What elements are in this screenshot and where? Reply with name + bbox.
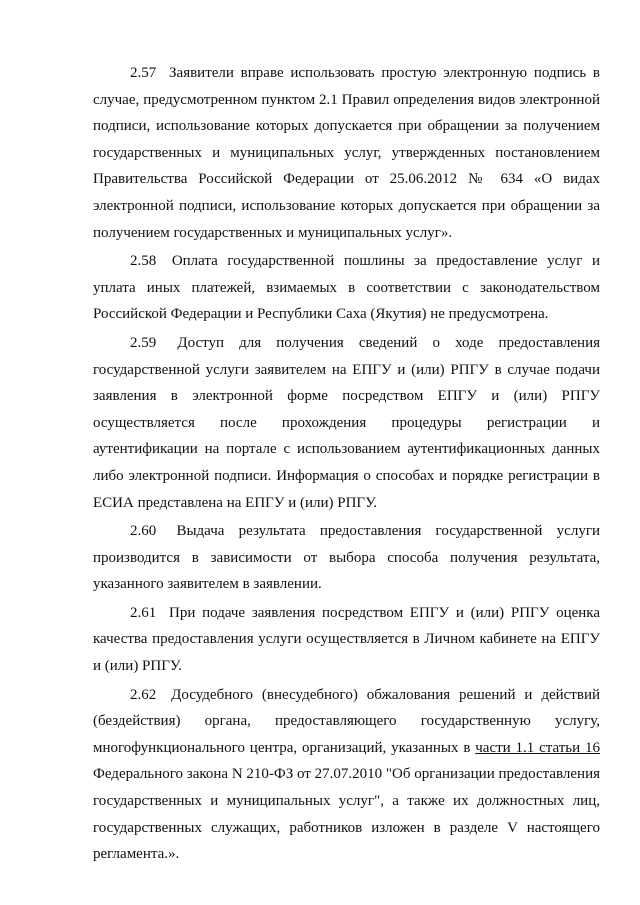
paragraph-2-58 xyxy=(93,248,600,328)
paragraph-number: 2.60 xyxy=(130,523,157,540)
paragraph-text: При подаче заявления посредством ЕПГУ и (или) РПГУ оценка качества предоставления услуги осуществляется в Личном кабинете на ЕПГУ и (или) РПГУ. xyxy=(93,604,601,675)
paragraph-2-59 xyxy=(93,330,600,516)
paragraph-2-62 xyxy=(93,682,600,868)
law-article-link[interactable]: части 1.1 статьи 16 xyxy=(475,739,601,756)
paragraph-number: 2.58 xyxy=(130,253,157,270)
paragraph-text: Заявители вправе использовать простую электронную подпись в случае, предусмотренном пунктом 2.1 Правил определения видов электронной подписи, использование которых допускается при обращении за получением государственных и муниципальных услуг, утвержденных постановлением Правительства Российской Федерации от 25.06.2012 № 634 «О видах электронной подписи, использование которых допускается при обращении за получением государственных и муниципальных услуг». xyxy=(93,65,600,241)
paragraph-text: Оплата государственной пошлины за предоставление услуг и уплата иных платежей, взимаемых в соответствии с законодательством Российской Федерации и Республики Саха (Якутия) не предусмотрена. xyxy=(93,253,600,323)
paragraph-text: Выдача результата предоставления государственной услуги производится в зависимости от выбора способа получения результата, указанного заявителем в заявлении. xyxy=(93,523,600,593)
paragraph-text: Доступ для получения сведений о ходе предоставления государственной услуги заявителем на ЕПГУ и (или) РПГУ в случае подачи заявления в электронной форме посредством ЕПГУ и (или) РПГУ осуществляется после прохождения процедуры регистрации и аутентификации на портале с использованием аутентификационных данных либо электронной подписи. Информация о способах и порядке регистрации в ЕСИА представлена на ЕПГУ и (или) РПГУ. xyxy=(93,334,601,511)
paragraph-2-61 xyxy=(93,600,600,680)
paragraph-number: 2.57 xyxy=(130,65,157,81)
paragraph-number: 2.61 xyxy=(130,604,157,621)
paragraph-number: 2.62 xyxy=(130,686,157,703)
paragraph-number: 2.59 xyxy=(130,334,157,351)
paragraph-text-after-link: Федерального закона N 210-ФЗ от 27.07.2010 "Об организации предоставления государственных и муниципальных услуг", а также их должностных лиц, государственных служащих, работников изложен в разделе V настоящего регламента.». xyxy=(93,766,601,863)
paragraph-2-57 xyxy=(93,60,600,246)
paragraph-2-60 xyxy=(93,518,600,598)
paragraph-text-before-link: Досудебного (внесудебного) обжалования решений и действий (бездействия) органа, предоставляющего государственную услугу, многофункционального центра, организаций, указанных в xyxy=(93,686,600,756)
